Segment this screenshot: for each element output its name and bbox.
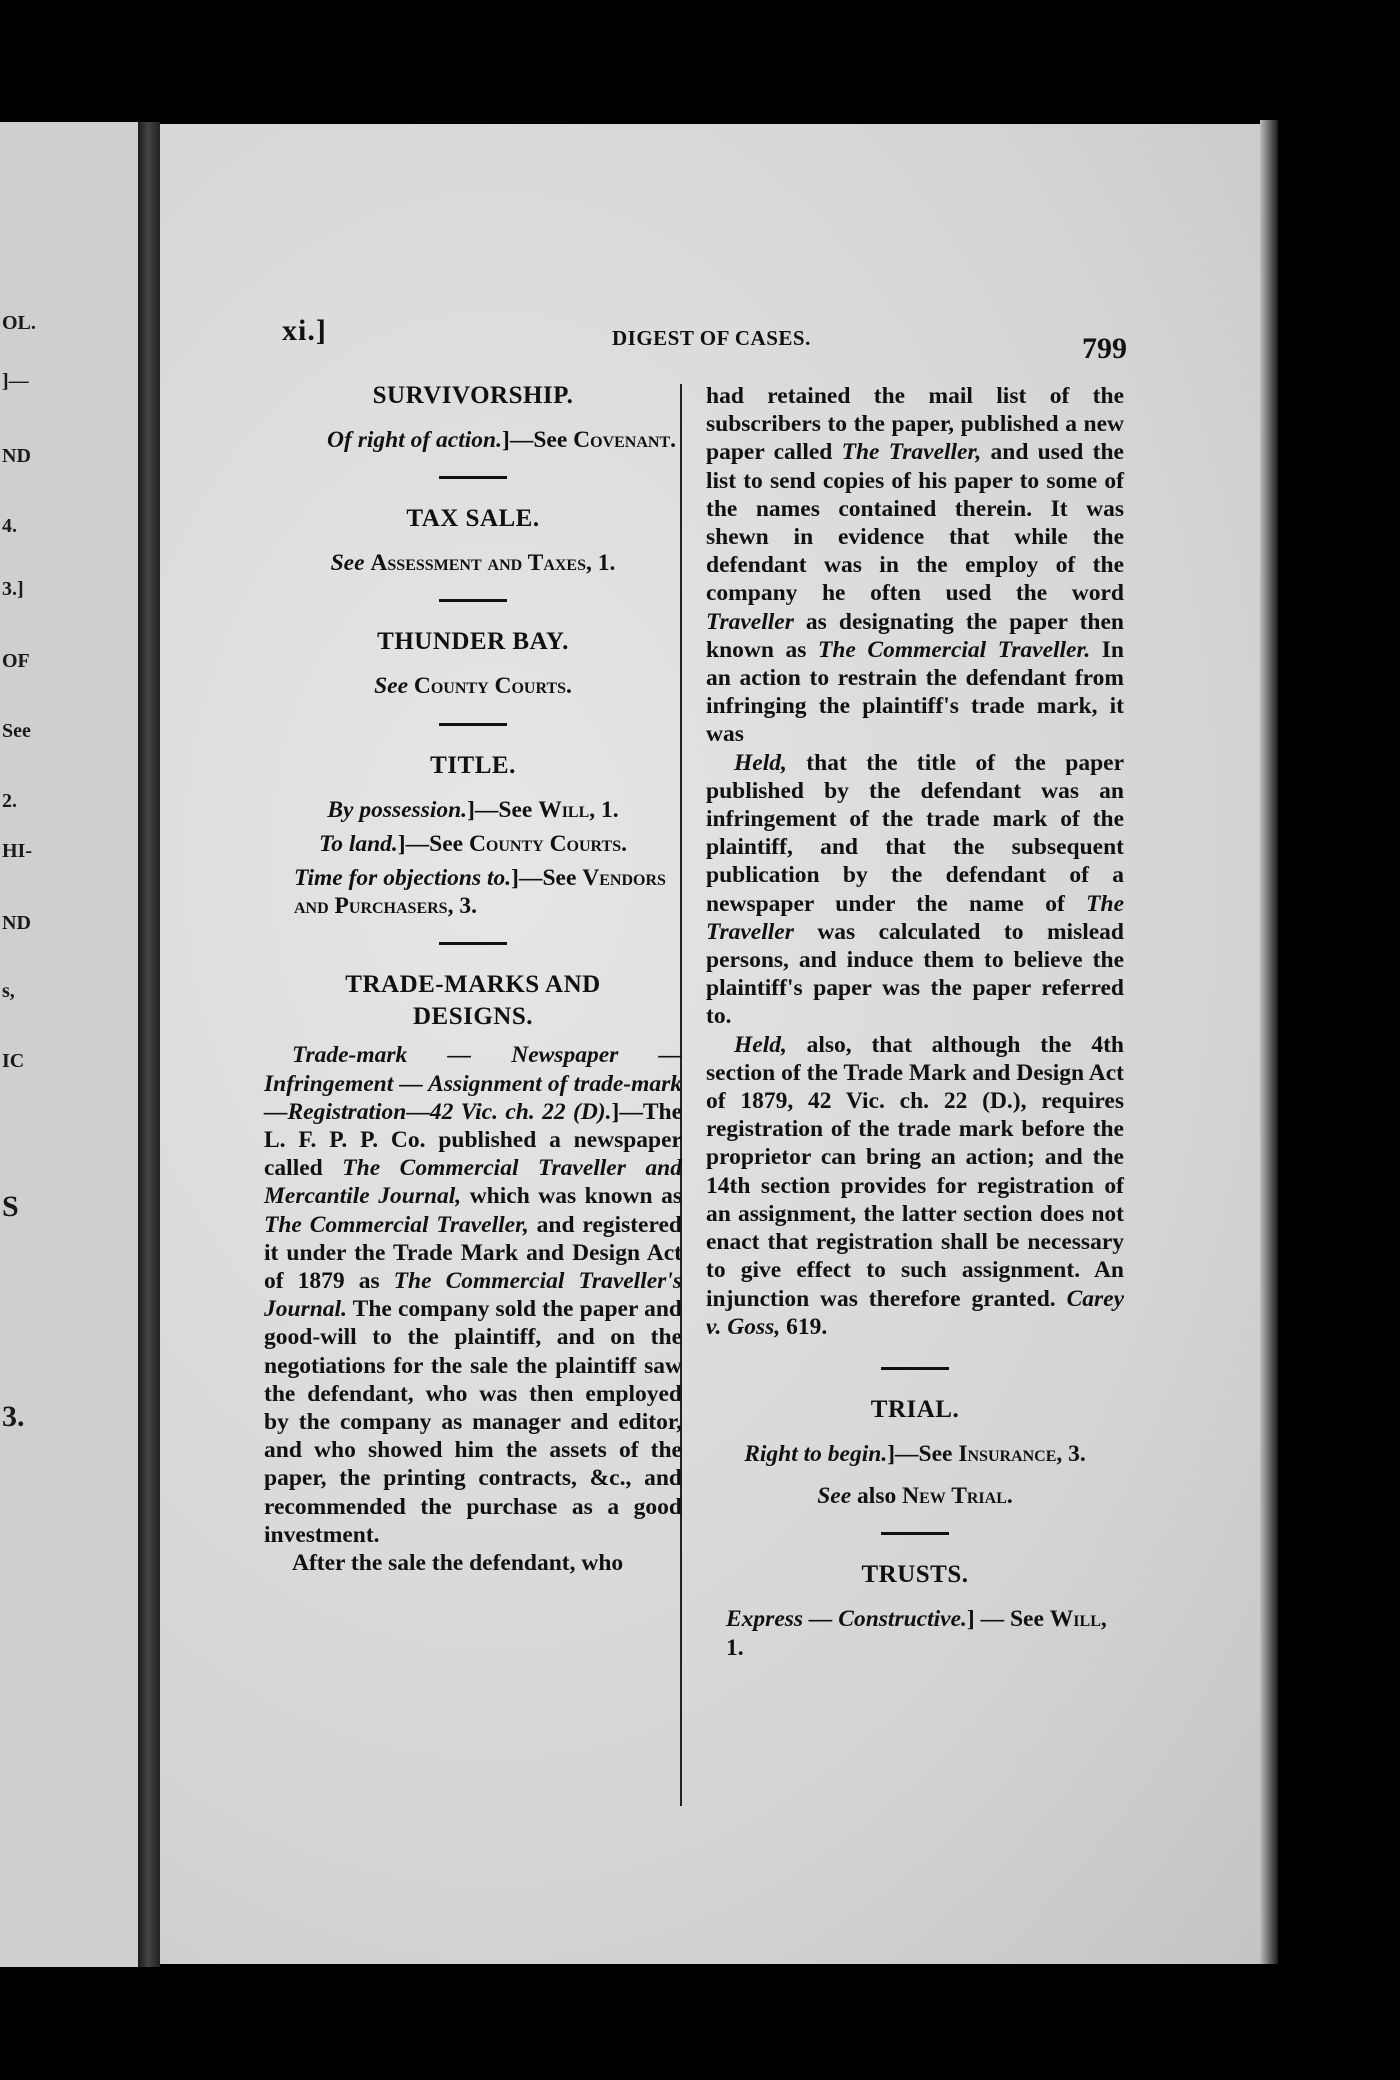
facing-page-fragment <box>0 122 152 1967</box>
volume-marker: xi.] <box>282 314 327 347</box>
entry-title-possession: By possession.]—See Will, 1. <box>327 796 619 823</box>
heading-survivorship: SURVIVORSHIP. <box>372 382 574 409</box>
heading-tax-sale: TAX SALE. <box>406 505 540 533</box>
entry-thunder-bay: See County Courts. <box>374 673 572 700</box>
entry-trial-see-also: See also New Trial. <box>817 1483 1013 1510</box>
trade-marks-continuation: After the sale the defendant, who <box>292 1550 624 1577</box>
facing-page-fragment-text: IC <box>2 1050 25 1072</box>
section-rule <box>439 476 507 479</box>
heading-trial: TRIAL. <box>870 1395 960 1423</box>
page-edge-shadow <box>1260 120 1278 1964</box>
facing-page-fragment-text: 3.] <box>2 578 24 600</box>
facing-page-fragment-text: S <box>2 1190 19 1223</box>
entry-trial-right-to-begin: Right to begin.]—See Insurance, 3. <box>744 1440 1086 1467</box>
facing-page-fragment-text: HI- <box>2 840 32 862</box>
entry-title-land: To land.]—See County Courts. <box>319 830 627 857</box>
holding-paragraph-2: Held, also, that although the 4th section of the Trade Mark and Design Act of 1879, 42 Vic. ch. 22 (D.), requires registration of the trade mark before the proprietor can bring an action; and the 14th section provides for registration of an assignment, the latter section does not enact that registration shall be necessary to give effect to such assignment. An injunction was therefore granted. Carey v. Goss, 619. <box>706 1031 1124 1340</box>
facing-page-fragment-text: 2. <box>2 790 17 812</box>
facing-page-fragment-text: ]— <box>2 370 29 392</box>
section-rule <box>881 1532 949 1535</box>
section-rule <box>881 1367 949 1370</box>
facing-page-fragment-text: s, <box>2 980 15 1002</box>
section-rule <box>439 942 507 945</box>
section-rule <box>439 723 507 726</box>
holding-paragraph-1: Held, that the title of the paper published by the defendant was an infringement of the trade mark of the plaintiff, and that the subsequent publication by the defendant of a newspaper under the name of The Traveller was calculated to mislead persons, and induce them to believe the plaintiff's paper was the paper referred to. <box>706 749 1124 1030</box>
running-title: DIGEST OF CASES. <box>612 326 811 350</box>
heading-trusts: TRUSTS. <box>861 1561 969 1589</box>
facing-page-fragment-text: OF <box>2 650 30 672</box>
facing-page-fragment-text: ND <box>2 912 31 934</box>
page-number: 799 <box>1082 332 1127 365</box>
facing-page-fragment-text: ND <box>2 445 31 467</box>
entry-survivorship: Of right of action.]—See Covenant. <box>327 427 676 453</box>
right-column <box>706 382 1124 1668</box>
facing-page-fragment-text: 3. <box>2 1400 25 1433</box>
entry-tax-sale: See Assessment and Taxes, 1. <box>330 550 616 577</box>
facing-page-fragment-text: OL. <box>2 312 36 334</box>
heading-title: TITLE. <box>430 751 516 779</box>
facing-page-fragment-text: See <box>2 720 31 742</box>
entry-trusts: Express — Constructive.] — See Will, 1. <box>726 1606 1107 1661</box>
heading-thunder-bay: THUNDER BAY. <box>377 628 569 656</box>
section-rule <box>439 599 507 602</box>
book-spine <box>138 122 160 1967</box>
trade-marks-case-summary: Trade-mark — Newspaper — Infringement — Assignment of trade-mark—Registration—42 Vic. ch. 22 (D).]—The L. F. P. P. Co. published a newspaper called The Commercial Traveller and Mercantile Journal, which was known as The Commercial Traveller, and registered it under the Trade Mark and Design Act of 1879 as The Commercial Traveller's Journal. The company sold the paper and good-will to the plaintiff, and on the negotiations for the sale the plaintiff saw the defendant, who was then employed by the company as manager and editor, and who showed him the assets of the paper, the printing contracts, &c., and recommended the purchase as a good investment. <box>264 1042 682 1548</box>
case-facts-paragraph: had retained the mail list of the subscribers to the paper, published a new paper called The Traveller, and used the list to send copies of his paper to some of the names contained therein. It was shewn in evidence that while the defendant was in the employ of the company he often used the word Traveller as designating the paper then known as The Commercial Traveller. In an action to restrain the defendant from infringing the plaintiff's trade mark, it was <box>706 383 1125 748</box>
heading-trade-marks: TRADE-MARKS AND DESIGNS. <box>345 971 601 1031</box>
left-column <box>264 370 682 1577</box>
facing-page-fragment-text: 4. <box>2 515 17 537</box>
entry-title-objections: Time for objections to.]—See Vendors and Purchasers, 3. <box>294 865 666 920</box>
